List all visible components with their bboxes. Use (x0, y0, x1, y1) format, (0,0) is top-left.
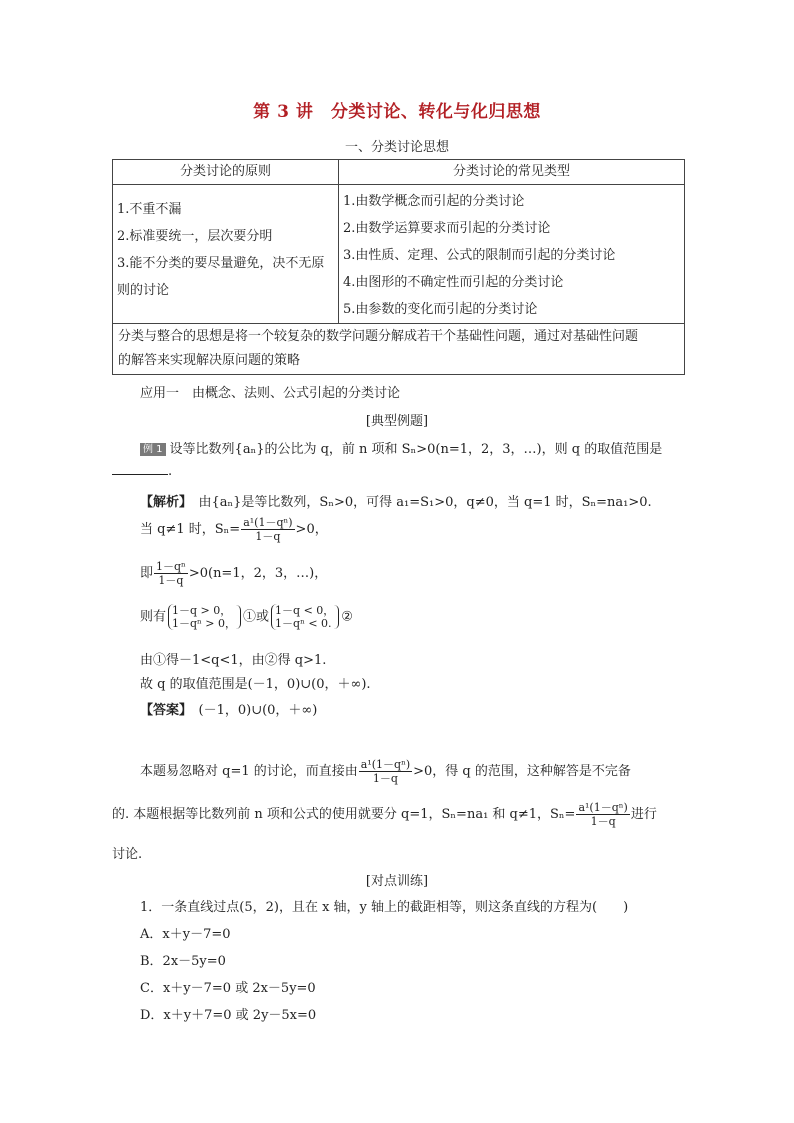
solution-line-2 (140, 516, 328, 543)
list-item: 5.由参数的变化而引起的分类讨论 (343, 302, 538, 317)
solution-line-6: 故 q 的取值范围是(－1，0)∪(0，＋∞). (140, 677, 371, 692)
remark-text: 本题易忽略对 q=1 的讨论，而直接由 (140, 764, 358, 779)
summary-line: 的解答来实现解决原问题的策略 (118, 353, 301, 368)
denominator: 1－q (158, 574, 184, 587)
answer-line (140, 699, 317, 718)
solution-text: >0(n=1，2，3，…)， (188, 566, 328, 581)
remark-line-1 (140, 758, 631, 785)
solution-text: ①或 (243, 609, 270, 625)
solution-text: 则有 (140, 609, 167, 625)
example-badge: 例 1 (140, 443, 166, 456)
numerator: 1－qⁿ (156, 560, 186, 573)
page-title: 第 3 讲 分类讨论、转化与化归思想 (253, 102, 541, 122)
application-heading: 应用一 由概念、法则、公式引起的分类讨论 (140, 386, 401, 401)
remark-line-2 (112, 801, 657, 828)
solution-text: 即 (140, 566, 154, 581)
types-cell (339, 185, 685, 324)
table-header-left: 分类讨论的原则 (113, 160, 339, 185)
inequality: 1－q < 0， (275, 604, 335, 617)
remark-line-3: 讨论. (112, 847, 143, 862)
list-item: 1.不重不漏 (117, 202, 182, 217)
period: . (168, 464, 173, 479)
solution-text: ② (341, 609, 353, 625)
answer-text: (－1，0)∪(0，＋∞) (185, 703, 318, 718)
remark-text: >0，得 q 的范围，这种解答是不完备 (413, 764, 631, 779)
fraction (241, 516, 294, 543)
list-item: 4.由图形的不确定性而引起的分类讨论 (343, 275, 564, 290)
solution-line-1 (140, 491, 652, 510)
list-item: 2.由数学运算要求而引起的分类讨论 (343, 221, 551, 236)
inequality: 1－q > 0， (172, 604, 232, 617)
list-item: 则的讨论 (117, 283, 170, 298)
solution-line-4 (140, 604, 353, 630)
inequality: 1－qⁿ > 0， (172, 617, 237, 630)
option-d: D．x＋y＋7=0 或 2y－5x=0 (140, 1008, 317, 1023)
inequality-system-2 (271, 604, 334, 630)
numerator: a¹(1－qⁿ) (578, 801, 628, 814)
inequality-system-1 (168, 604, 236, 630)
denominator: 1－q (255, 530, 281, 543)
principles-cell (113, 185, 339, 324)
answer-label: 【答案】 (140, 703, 186, 718)
inequality: 1－qⁿ < 0. (275, 617, 332, 630)
option-a: A．x＋y－7=0 (140, 927, 231, 942)
section-heading: 一、分类讨论思想 (344, 140, 449, 155)
solution-line-5: 由①得－1<q<1，由②得 q>1. (140, 653, 327, 668)
typical-examples-heading: [典型例题] (365, 414, 429, 429)
remark-text: 的. 本题根据等比数列前 n 项和公式的使用就要分 q=1，Sₙ=na₁ 和 q≠1，Sₙ= (112, 807, 576, 822)
answer-blank-line (112, 464, 172, 479)
fraction (154, 560, 188, 587)
summary-line: 分类与整合的思想是将一个较复杂的数学问题分解成若干个基础性问题，通过对基础性问题 (118, 329, 639, 344)
example-1 (140, 438, 662, 457)
denominator: 1－q (372, 772, 398, 785)
example-text: 设等比数列{aₙ}的公比为 q，前 n 项和 Sₙ>0(n=1，2，3，…)，则 q 的取值范围是 (169, 442, 663, 457)
denominator: 1－q (590, 815, 616, 828)
list-item: 3.由性质、定理、公式的限制而引起的分类讨论 (343, 248, 616, 263)
list-item: 1.由数学概念而引起的分类讨论 (343, 194, 525, 209)
summary-cell (113, 324, 685, 375)
classification-table (112, 159, 685, 375)
option-b: B．2x－5y=0 (140, 954, 226, 969)
fraction (359, 758, 412, 785)
fraction (576, 801, 629, 828)
question-1-stem: 1．一条直线过点(5，2)，且在 x 轴，y 轴上的截距相等，则这条直线的方程为( ) (140, 900, 629, 915)
solution-text: 当 q≠1 时，Sₙ= (140, 522, 241, 537)
solution-text: >0， (295, 522, 328, 537)
solution-text: 由{aₙ}是等比数列，Sₙ>0，可得 a₁=S₁>0，q≠0，当 q=1 时，Sₙ=na₁>0. (185, 495, 652, 510)
list-item: 2.标准要统一，层次要分明 (117, 229, 273, 244)
list-item: 3.能不分类的要尽量避免，决不无原 (117, 256, 325, 271)
option-c: C．x＋y－7=0 或 2x－5y=0 (140, 981, 316, 996)
solution-line-3 (140, 560, 327, 587)
training-heading: [对点训练] (365, 874, 429, 889)
table-header-right: 分类讨论的常见类型 (339, 160, 685, 185)
answer-blank (112, 464, 168, 475)
numerator: a¹(1－qⁿ) (360, 758, 411, 771)
brace-close (236, 605, 241, 629)
numerator: a¹(1－qⁿ) (243, 516, 293, 529)
solution-label: 【解析】 (140, 495, 186, 510)
brace-close (334, 605, 339, 629)
remark-text: 进行 (630, 807, 657, 822)
